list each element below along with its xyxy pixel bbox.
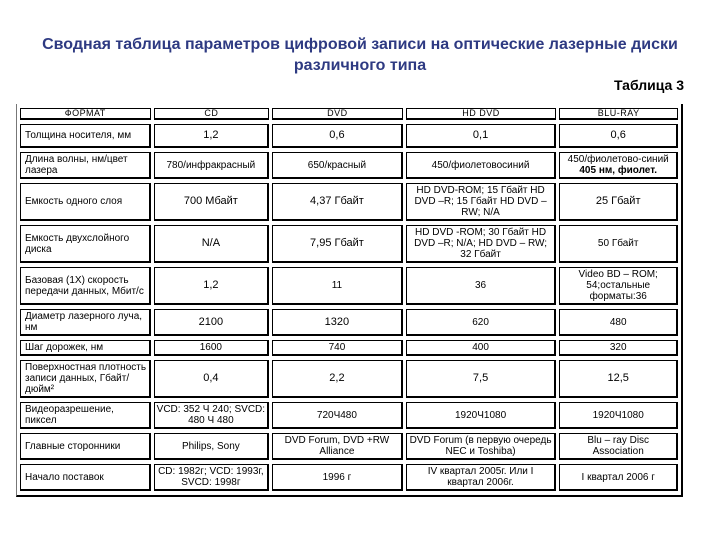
bluray-cell: Blu – ray Disc Association xyxy=(559,433,678,460)
table-row xyxy=(20,183,678,221)
bluray-cell: 0,6 xyxy=(559,124,678,148)
cd-cell: 700 Мбайт xyxy=(154,183,270,221)
table-row xyxy=(20,309,678,336)
bluray-wavelength-overlay: 405 нм, фиолет. xyxy=(579,165,658,176)
cd-cell: CD: 1982г; VCD: 1993г, SVCD: 1998г xyxy=(154,464,270,491)
param-cell: Толщина носителя, мм xyxy=(20,124,151,148)
bluray-cell: Video BD – ROM; 54;остальные форматы:36 xyxy=(559,267,678,305)
param-cell: Емкость двухслойного диска xyxy=(20,225,151,263)
dvd-cell: 7,95 Гбайт xyxy=(272,225,403,263)
bluray-cell: 50 Гбайт xyxy=(559,225,678,263)
hddvd-cell: DVD Forum (в первую очередь NEC и Toshiba) xyxy=(406,433,557,460)
param-cell: Начало поставок xyxy=(20,464,151,491)
header-format: ФОРМАТ xyxy=(20,108,151,120)
dvd-cell: 2,2 xyxy=(272,360,403,398)
cd-cell: 1600 xyxy=(154,340,270,356)
cd-cell: VCD: 352 Ч 240; SVCD: 480 Ч 480 xyxy=(154,402,270,429)
hddvd-cell: 620 xyxy=(406,309,557,336)
bluray-wavelength: 450/фиолетово-синий xyxy=(567,154,669,165)
param-cell: Шаг дорожек, нм xyxy=(20,340,151,356)
header-row xyxy=(20,108,678,120)
dvd-cell: DVD Forum, DVD +RW Alliance xyxy=(272,433,403,460)
header-bluray: BLU-RAY xyxy=(559,108,678,120)
bluray-cell: I квартал 2006 г xyxy=(559,464,678,491)
table-row xyxy=(20,225,678,263)
param-cell: Главные сторонники xyxy=(20,433,151,460)
header-dvd: DVD xyxy=(272,108,403,120)
cd-cell: 1,2 xyxy=(154,124,270,148)
hddvd-cell: HD DVD-ROM; 15 Гбайт HD DVD –R; 15 Гбайт HD DVD – RW; N/A xyxy=(406,183,557,221)
param-cell: Длина волны, нм/цвет лазера xyxy=(20,152,151,179)
table-row xyxy=(20,464,678,491)
dvd-cell: 1320 xyxy=(272,309,403,336)
table-row xyxy=(20,402,678,429)
table-row xyxy=(20,152,678,179)
dvd-cell: 11 xyxy=(272,267,403,305)
cd-cell: 0,4 xyxy=(154,360,270,398)
hddvd-cell: 7,5 xyxy=(406,360,557,398)
header-cd: CD xyxy=(154,108,270,120)
bluray-cell: 25 Гбайт xyxy=(559,183,678,221)
table-label: Таблица 3 xyxy=(613,77,684,93)
bluray-cell: 480 xyxy=(559,309,678,336)
hddvd-cell: 400 xyxy=(406,340,557,356)
comparison-table xyxy=(16,104,683,497)
table-row xyxy=(20,433,678,460)
dvd-cell: 720Ч480 xyxy=(272,402,403,429)
table-row xyxy=(20,267,678,305)
hddvd-cell: 36 xyxy=(406,267,557,305)
param-cell: Диаметр лазерного луча, нм xyxy=(20,309,151,336)
hddvd-cell: 1920Ч1080 xyxy=(406,402,557,429)
bluray-cell xyxy=(559,152,678,179)
cd-cell: Philips, Sony xyxy=(154,433,270,460)
param-cell: Поверхностная плотность записи данных, Гбайт/дюйм² xyxy=(20,360,151,398)
cd-cell: 2100 xyxy=(154,309,270,336)
param-cell: Емкость одного слоя xyxy=(20,183,151,221)
bluray-cell: 12,5 xyxy=(559,360,678,398)
table-row xyxy=(20,124,678,148)
dvd-cell: 1996 г xyxy=(272,464,403,491)
hddvd-cell: IV квартал 2005г. Или I квартал 2006г. xyxy=(406,464,557,491)
bluray-cell: 320 xyxy=(559,340,678,356)
dvd-cell: 4,37 Гбайт xyxy=(272,183,403,221)
table-row xyxy=(20,340,678,356)
bluray-cell: 1920Ч1080 xyxy=(559,402,678,429)
cd-cell: N/A xyxy=(154,225,270,263)
table-row xyxy=(20,360,678,398)
dvd-cell: 650/красный xyxy=(272,152,403,179)
hddvd-cell: 450/фиолетовосиний xyxy=(406,152,557,179)
param-cell: Базовая (1X) скорость передачи данных, Мбит/с xyxy=(20,267,151,305)
header-hddvd: HD DVD xyxy=(406,108,557,120)
dvd-cell: 0,6 xyxy=(272,124,403,148)
cd-cell: 1,2 xyxy=(154,267,270,305)
page-title: Сводная таблица параметров цифровой записи на оптические лазерные диски различного типа xyxy=(42,36,678,74)
hddvd-cell: 0,1 xyxy=(406,124,557,148)
cd-cell: 780/инфракрасный xyxy=(154,152,270,179)
param-cell: Видеоразрешение, пиксел xyxy=(20,402,151,429)
hddvd-cell: HD DVD -ROM; 30 Гбайт HD DVD –R; N/A; HD DVD – RW; 32 Гбайт xyxy=(406,225,557,263)
dvd-cell: 740 xyxy=(272,340,403,356)
